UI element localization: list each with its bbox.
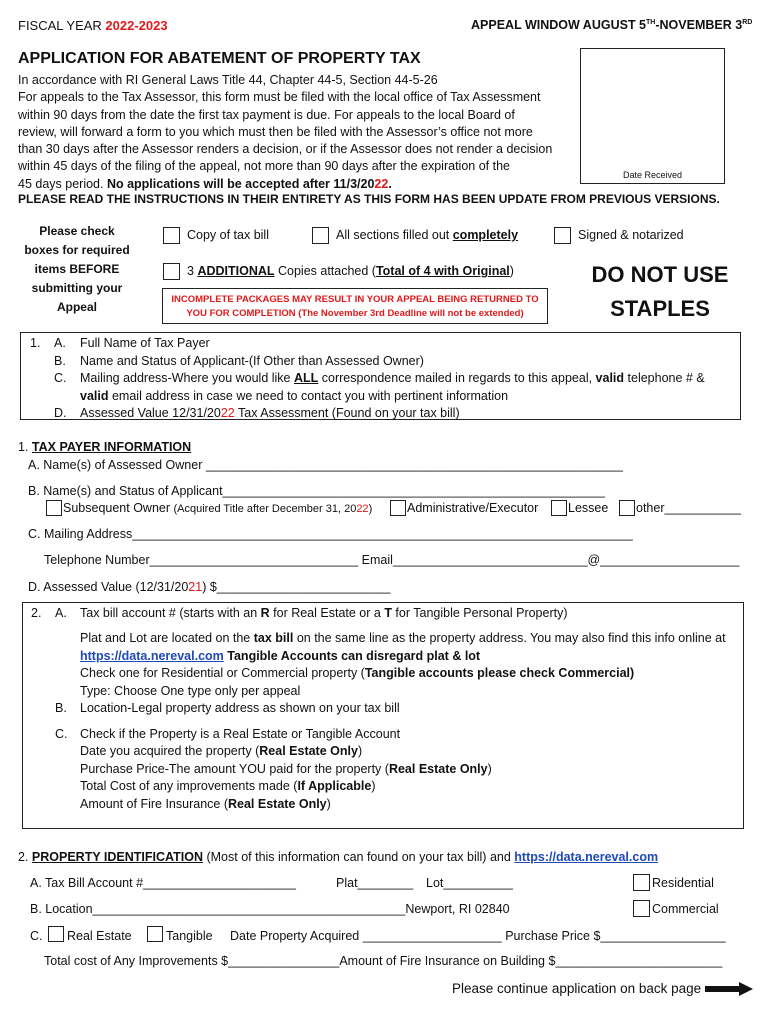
instr2-text: ) [326,796,331,811]
nereval-link[interactable]: https://data.nereval.com [80,648,224,663]
intro-line: than 30 days after the Assessor renders a decision, or if the Assessor does not render a decision [18,142,553,157]
other-checkbox[interactable] [619,500,635,516]
copy-tax-bill-label: Copy of tax bill [187,228,269,242]
instr2-plat-lot [80,630,726,648]
deadline-period: . [388,176,392,191]
instr1-letter: B. [54,353,66,368]
instr1-letter: D. [54,406,67,420]
appeal-window-end: -NOVEMBER 3 [655,18,743,32]
incomplete-warning-box [162,288,548,324]
appeal-rd: RD [742,18,753,26]
instr1-letter: A. [54,336,66,350]
checklist-instructions-line: boxes for required [24,243,130,257]
instr2-letter: B. [55,701,67,715]
plat-field[interactable]: Plat________ [336,876,414,890]
no-staples-line: DO NOT USE [591,262,729,287]
no-staples-notice [572,258,748,326]
deadline-text: No applications will be accepted after 11/3/20 [106,176,375,191]
instr2-text: Check if the Property is a Real Estate or Tangible Account [80,726,401,741]
addl-count: 3 [187,264,198,278]
instr2-row-b [31,700,726,718]
checklist-instructions-line: submitting your [31,281,123,295]
assessed-value-blank: ) $_________________________ [202,580,391,594]
instr1-text: Name and Status of Applicant-(If Other than Assessed Owner) [80,353,424,368]
instr2-text: ) [357,744,363,758]
addl-close: ) [509,264,514,278]
instr2-purchase-price [80,761,726,779]
date-acquired-purchase-field[interactable]: Date Property Acquired ____________________ Purchase Price $__________________ [230,929,726,943]
intro-line: For appeals to the Tax Assessor, this form must be filed with the local office of Tax Assessment [18,90,541,105]
instr1-text: Tax Assessment (Found on your tax bill) [234,406,460,420]
instructions-2 [31,606,726,813]
deadline-year: 22 [374,176,389,191]
tangible-commercial: Tangible accounts please check Commercial) [364,666,635,680]
other-field[interactable]: other___________ [636,501,741,515]
checklist-instructions-line: Appeal [56,300,97,314]
copy-tax-bill-checkbox[interactable] [163,227,180,244]
instr2-link-row [80,648,726,666]
section-1-number: 1. [18,440,29,454]
instr1-row-c2 [30,388,705,406]
intro-line: In accordance with RI General Laws Title 44, Chapter 44-5, Section 44-5-26 [18,73,438,87]
instr1-text: Assessed Value 12/31/20 [80,406,221,420]
tangible-label: Tangible [166,929,213,943]
addl-text: Copies attached ( [274,264,376,278]
additional-copies-checkbox[interactable] [163,263,180,280]
assessed-value-field[interactable] [28,580,391,594]
addl-total: Total of 4 with Original [375,264,510,278]
if-applicable: If Applicable [297,779,372,793]
instr2-text: Location-Legal property address as shown on your tax bill [80,701,400,715]
assessed-value-label: D. Assessed Value (12/31/20 [28,580,189,594]
instr1-text: correspondence mailed in regards to this appeal, [318,371,596,385]
additional-copies-label [187,264,514,278]
read-instructions-notice: PLEASE READ THE INSTRUCTIONS IN THEIR ENTIRETY AS THIS FORM HAS BEEN UPDATE FROM PREVIOUS VERSIONS. [18,192,720,206]
all-sections-checkbox[interactable] [312,227,329,244]
assessed-owner-field[interactable]: A. Name(s) of Assessed Owner ____________________________________________________________ [28,458,623,472]
continue-text: Please continue application on back page [452,981,702,996]
instr1-row-d [30,405,705,423]
instructions-1 [30,335,705,423]
instr1-valid: valid [595,371,625,385]
signed-notarized-label: Signed & notarized [578,228,684,242]
instr1-letter: C. [54,371,67,385]
right-arrow-icon [705,982,753,996]
section-2-c-letter: C. [30,929,43,943]
fiscal-year-value: 2022-2023 [105,18,168,33]
instr2-text: Plat and Lot are located on the [80,631,254,645]
acquired-year: 22 [356,503,369,515]
checklist-instructions-line: items BEFORE [34,262,120,276]
instr2-text: Purchase Price-The amount YOU paid for the property ( [80,761,389,776]
commercial-checkbox[interactable] [633,900,650,917]
instr2-row-a [31,606,726,630]
lot-field[interactable]: Lot__________ [426,876,513,890]
section-1-title: TAX PAYER INFORMATION [31,440,192,454]
tax-bill-account-field[interactable]: A. Tax Bill Account #______________________ [30,876,296,890]
all-sections-label [336,228,518,242]
instr2-text: Tax bill account # (starts with an [80,606,261,620]
no-staples-line: STAPLES [610,296,710,321]
instr1-text: email address in case we need to contact you with pertinent information [108,388,509,403]
instr2-type: Type: Choose One type only per appeal [80,683,301,698]
instr2-text: ) [487,761,492,776]
intro-line: within 90 days from the date the first tax payment is due. For appeals to the local Board of [18,107,515,122]
fiscal-year-label: FISCAL YEAR [18,18,106,33]
intro-line: within 45 days of the filing of the appeal, not more than 90 days after the expiration of the [18,159,510,174]
instr1-year: 22 [220,406,235,420]
instr1-text: telephone # & [624,371,705,385]
addl-word: ADDITIONAL [197,264,275,278]
section-2-title: PROPERTY IDENTIFICATION [31,850,203,864]
phone-email-field[interactable]: Telephone Number______________________________ Email____________________________@____________________ [44,553,740,567]
all-sections-text: All sections filled out [336,228,453,242]
section-2-heading [18,850,658,864]
lessee-checkbox[interactable] [551,500,567,516]
mailing-address-field[interactable]: C. Mailing Address________________________________________________________________________ [28,527,633,541]
warning-line: YOU FOR COMPLETION (The November 3rd Deadline will not be extended) [186,308,524,319]
instr2-check-one [80,665,726,683]
intro-line-deadline [18,176,552,193]
instr2-improvements [80,778,726,796]
date-received-box[interactable] [580,48,725,184]
intro-period: 45 days period. [18,176,107,191]
subsequent-owner-text: Subsequent Owner [63,501,174,515]
tangible-disregard: Tangible Accounts can disregard plat & lot [223,648,481,663]
fiscal-year [18,18,168,33]
signed-notarized-checkbox[interactable] [554,227,571,244]
instr2-text: Date you acquired the property ( [80,744,260,758]
instr2-number: 2. [31,606,42,620]
instr2-text: ) [371,779,376,793]
checklist-instructions-line: Please check [39,224,115,238]
instr1-row-a [30,335,705,353]
assessed-value-year: 21 [188,580,203,594]
tangible-checkbox[interactable] [147,926,163,942]
continue-notice [452,981,753,996]
instr1-number: 1. [30,336,41,350]
real-estate-label: Real Estate [67,929,132,943]
instr2-row-c [31,726,726,744]
subsequent-owner-label [63,501,372,515]
instr2-letter: A. [55,606,67,620]
section-2-subtitle: (Most of this information can found on your tax bill) and [203,850,515,864]
instr1-text: Full Name of Tax Payer [80,336,210,350]
applicant-status-field[interactable]: B. Name(s) and Status of Applicant_______________________________________________________ [28,484,605,498]
date-received-label: Date Received [622,170,683,180]
intro-line: review, will forward a form to you which must then be filed with the Assessor’s office not more [18,124,533,139]
intro-paragraph [18,72,552,193]
appeal-window [471,18,752,32]
residential-label: Residential [652,876,714,890]
instr1-all: ALL [293,371,319,385]
checklist-instructions [18,222,136,317]
instr2-text: Amount of Fire Insurance ( [80,796,228,811]
acquired-title-text: (Acquired Title after December 31, 20 [173,503,357,515]
instr1-text: Mailing address-Where you would like [80,371,294,385]
location-field[interactable]: B. Location_____________________________________________Newport, RI 02840 [30,902,510,916]
nereval-link[interactable]: https://data.nereval.com [514,850,659,864]
warning-line: INCOMPLETE PACKAGES MAY RESULT IN YOUR APPEAL BEING RETURNED TO [171,294,539,305]
appeal-window-start: APPEAL WINDOW AUGUST 5 [471,18,647,32]
instr2-taxbill: tax bill [253,631,294,645]
subsequent-owner-checkbox[interactable] [46,500,62,516]
instr1-row-b [30,353,705,371]
instr2-text: on the same line as the property address. You may also find this info online at [293,631,726,645]
instr2-letter: C. [55,726,68,741]
instr2-r: R [260,606,270,620]
appeal-th: TH [646,18,656,26]
instr1-valid: valid [80,388,109,403]
instr2-text: Total Cost of any improvements made ( [80,779,298,793]
instr2-text: Check one for Residential or Commercial property ( [80,666,365,680]
page-title: APPLICATION FOR ABATEMENT OF PROPERTY TAX [18,50,421,67]
residential-checkbox[interactable] [633,874,650,891]
real-estate-checkbox[interactable] [48,926,64,942]
instr2-text: for Tangible Personal Property) [391,606,568,620]
real-estate-only: Real Estate Only [388,761,488,776]
instr2-date-acquired [80,743,726,761]
section-1-heading [18,440,191,454]
real-estate-only: Real Estate Only [227,796,327,811]
administrative-executor-label: Administrative/Executor [407,501,539,515]
real-estate-only: Real Estate Only [259,744,358,758]
section-2-number: 2. [18,850,29,864]
administrative-executor-checkbox[interactable] [390,500,406,516]
completely-text: completely [452,228,519,242]
instr2-c-details [31,743,726,813]
instr1-row-c [30,370,705,388]
instr2-fire-insurance [80,796,726,814]
instr2-t: T [384,606,392,620]
commercial-label: Commercial [652,902,719,916]
instr2-a-details [31,630,726,700]
improvements-insurance-field[interactable]: Total cost of Any Improvements $________________Amount of Fire Insurance on Building $________________________ [44,954,723,968]
lessee-label: Lessee [568,501,609,515]
acquired-close: ) [368,503,373,515]
instr2-text: for Real Estate or a [269,606,385,620]
